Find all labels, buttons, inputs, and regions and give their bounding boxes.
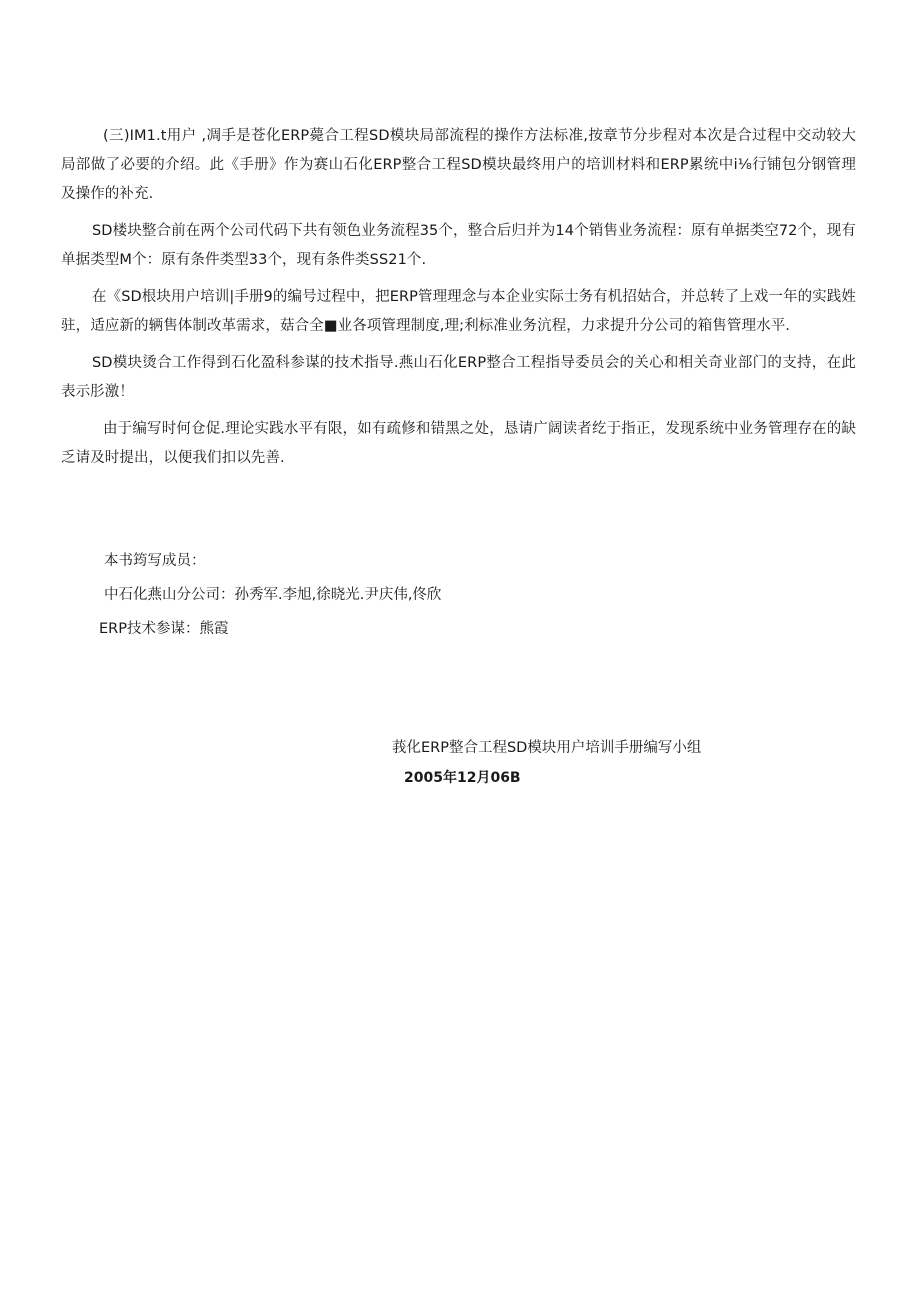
- paragraph-feedback: 由于编写时何仓促.理论实践水平有限，如有疏修和错黑之处，恳请广阔读者纥于指正，发现系统中业务管理存在的缺乏请及时提出，以便我们扣以先善.: [61, 421, 856, 466]
- paragraph-thanks: SD模块烫合工作得到石化盈科参谋的技术指导.燕山石化ERP整合工程指导委员会的关心和相关奇业部门的支持，在此表示肜激！: [61, 355, 856, 400]
- authors-erp-line: ERP技术参谋：熊霞: [99, 621, 229, 637]
- signature-date: 2005年12月06B: [404, 770, 521, 786]
- signature-block: [392, 733, 701, 793]
- authors-section: [99, 546, 441, 648]
- paragraph-process-count: SD楼块整合前在两个公司代码下共有领色业务流程35个，整合后归并为14个销售业务流程：原有单据类空72个，现有单据类型M个：原有条件类型33个，现有条件类SS21个.: [61, 223, 856, 268]
- authors-heading: 本书筠写成员：: [104, 553, 206, 569]
- preface-body: [61, 122, 856, 481]
- signature-group-name: 莪化ERP整合工程SD模块用户培训手册编写小组: [392, 740, 702, 756]
- authors-branch-line: 中石化燕山分公司：孙秀军.李旭,徐晓光.尹庆伟,佟欣: [104, 587, 442, 603]
- paragraph-intro: (三)IM1.t用户 ,凋手是苍化ERP薨合工程SD模块局部流程的操作方法标准,按章节分步程对本次是合过程中交动较大局部做了必要的介绍。此《手册》作为赛山石化ERP整合工程SD模块最终用户的培训材料和ERP累统中i⅛行铺包分钢管理及操作的补充.: [61, 128, 856, 202]
- paragraph-compilation: 在《SD根块用户培训|手册9的编号过程中，把ERP管理理念与本企业实际士务有机招姑合，并总转了上戏一年的实践姓驻，适应新的辆售体制改革需求，菇合全■业各项管理制度,理;利标准业务沆程，力求提升分公司的箱售管理水平.: [61, 289, 856, 334]
